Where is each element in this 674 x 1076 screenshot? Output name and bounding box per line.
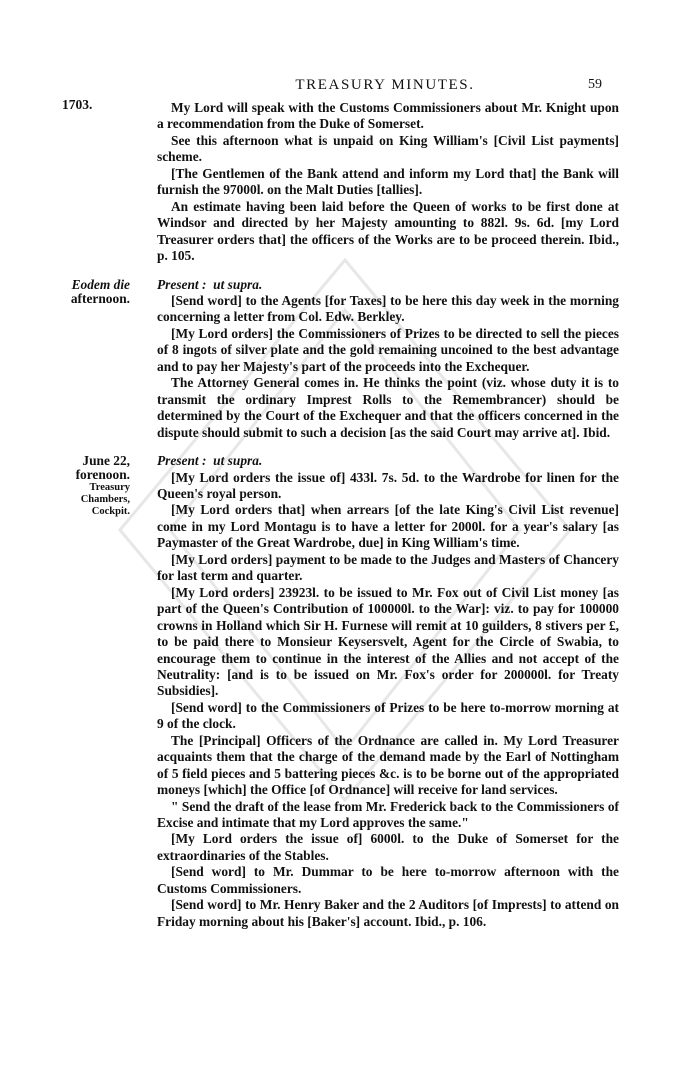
year-marker: 1703. — [62, 97, 93, 112]
present-label: Present : — [157, 453, 207, 469]
margin-note-line: Chambers, — [80, 494, 130, 506]
paragraph: [Send word] to Mr. Henry Baker and the 2 Auditors [of Imprests] to attend on Friday morning about his [Baker's] account. Ibid., p. 106. — [157, 897, 619, 929]
margin-note-line: Eodem die — [71, 276, 130, 292]
session-block — [75, 453, 619, 930]
running-title: TREASURY MINUTES. — [295, 77, 475, 93]
margin-note — [54, 454, 130, 518]
present-label: Present : — [157, 276, 207, 292]
margin-note — [54, 278, 130, 306]
paragraph: [My Lord orders the issue of] 6000l. to the Duke of Somerset for the extraordinaries of the Stables. — [157, 831, 619, 863]
paragraph: [My Lord orders] the Commissioners of Prizes to be directed to sell the pieces of 8 ingots of silver plate and the gold remaining uncoined to the best advantage and to pay her Majesty's part of the proceeds into the Exchequer. — [157, 325, 619, 374]
paragraph: [My Lord orders] 23923l. to be issued to Mr. Fox out of Civil List money [as part of the Queen's Contribution of 100000l. to the War]: viz. to pay for 100000 crowns in Holland which Sir H. Furnese will remit at 10 guilders, 8 stivers per £, to be paid there to Monsieur Keysersvelt, Agent for the Circle of Swabia, to encourage them to continue in the interest of the Allies and not accept of the Neutrality: [and is to be issued on Mr. Fox's order for 200000l. for Treaty Subsidies]. — [157, 584, 619, 699]
paragraph: [My Lord orders the issue of] 433l. 7s. 5d. to the Wardrobe for linen for the Queen's royal person. — [157, 469, 619, 501]
paragraph: " Send the draft of the lease from Mr. Frederick back to the Commissioners of Excise and intimate that my Lord approves the same." — [157, 798, 619, 831]
paragraph: [The Gentlemen of the Bank attend and inform my Lord that] the Bank will furnish the 97000l. on the Malt Duties [tallies]. — [157, 165, 619, 198]
margin-note-line: June 22, — [82, 453, 130, 469]
margin-note-line: afternoon. — [70, 290, 130, 306]
session-block — [157, 100, 619, 265]
paragraph: [My Lord orders] payment to be made to the Judges and Masters of Chancery for last term and quarter. — [157, 551, 619, 584]
paragraph: My Lord will speak with the Customs Commissioners about Mr. Knight upon a recommendation from the Duke of Somerset. — [157, 100, 619, 132]
paragraph: See this afternoon what is unpaid on King William's [Civil List payments] scheme. — [157, 132, 619, 165]
present-text: ut supra. — [213, 276, 263, 292]
session-block — [70, 276, 619, 442]
present-line — [157, 277, 619, 293]
margin-note-line: Cockpit. — [91, 506, 130, 518]
paragraph: [Send word] to Mr. Dummar to be here to-morrow afternoon with the Customs Commissioners. — [157, 864, 619, 896]
margin-note-line: Treasury — [89, 482, 130, 494]
margin-note-line: forenoon. — [75, 467, 130, 483]
paragraph: [Send word] to the Agents [for Taxes] to be here this day week in the morning concerning a letter from Col. Edw. Berkley. — [157, 292, 619, 325]
paragraph: [My Lord orders that] when arrears [of the late King's Civil List revenue] come in my Lord Montagu is to have a letter for 2000l. for a year's salary [as Paymaster of the Great Wardrobe, due] in King William's time. — [157, 502, 619, 551]
present-text: ut supra. — [213, 453, 263, 469]
paragraph: The Attorney General comes in. He thinks the point (viz. whose duty it is to transmit the ordinary Imprest Rolls to the Remembrancer) should be determined by the Court of the Exchequer and that the officers concerned in the dispute should submit to such a decision [as the said Court may arrive at]. Ibid. — [157, 375, 619, 440]
paragraph: [Send word] to the Commissioners of Prizes to be here to-morrow morning at 9 of the clock. — [157, 699, 619, 732]
present-line — [157, 453, 619, 469]
page-number: 59 — [588, 77, 602, 92]
paragraph: An estimate having been laid before the Queen of works to be first done at Windsor and directed by her Majesty amounting to 882l. 9s. 6d. [my Lord Treasurer orders that] the officers of the Works are to be proceed therein. Ibid., p. 105. — [157, 198, 619, 264]
paragraph: The [Principal] Officers of the Ordnance are called in. My Lord Treasurer acquaints them that the charge of the demand made by the Earl of Nottingham of 5 field pieces and 5 battering pieces &c. is to be borne out of the appropriated moneys [which] the Office [of Ordnance] will receive for land services. — [157, 732, 619, 798]
